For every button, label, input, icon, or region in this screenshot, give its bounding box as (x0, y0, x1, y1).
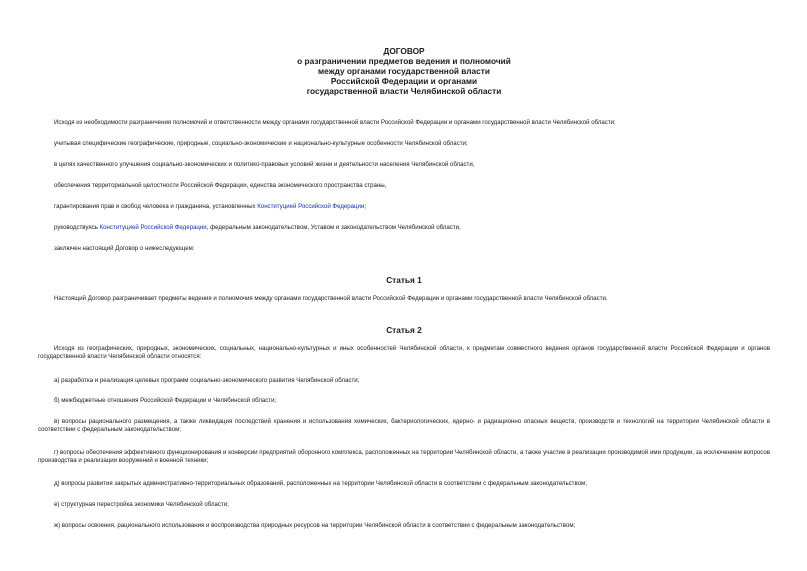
article-2-item-d: д) вопросы развития закрытых административно-территориальных образований, расположенных на территории Челябинской области в соответствии с федеральным законодательством; (54, 480, 587, 487)
preamble-paragraph-5 (38, 203, 770, 211)
constitution-link[interactable]: Конституцией Российской Федерации (257, 203, 365, 210)
article-2-item-a: а) разработка и реализация целевых программ социально-экономического развития Челябинской области; (54, 377, 360, 384)
title-line-3: между органами государственной власти (318, 66, 490, 76)
preamble-paragraph-4: обеспечения территориальной целостности Российской Федерации, единства экономического пространства страны, (54, 182, 387, 189)
article-2-item-g: г) вопросы обеспечения эффективного функционирования и конверсии предприятий оборонного комплекса, расположенных на территории Челябинской области, а также участие в реализации производимой ими продукции, за исключением вопросов производства и реализации вооружений и военной техники; (38, 449, 770, 465)
article-2-item-e: е) структурная перестройка экономики Челябинской области; (54, 501, 229, 508)
preamble-paragraph-7: заключен настоящий Договор о нижеследующем: (54, 245, 195, 252)
article-1-heading: Статья 1 (386, 275, 422, 285)
preamble-paragraph-6 (38, 224, 770, 232)
constitution-link-2[interactable]: Конституцией Российской Федерации (99, 224, 207, 231)
preamble-paragraph-5-text: гарантирования прав и свобод человека и гражданина, установленных (54, 203, 258, 210)
title-line-1: ДОГОВОР (383, 46, 425, 56)
article-2-intro: Исходя из географических, природных, экономических, социальных, национально-культурных и иных особенностей Челябинской области, к предметам совместного ведения органов государственной власти Российской Федерации и органов государственной власти Челябинской области относятся: (38, 345, 770, 361)
preamble-paragraph-2: учитывая специфические географические, природные, социально-экономические и национально-культурные особенности Челябинской области; (54, 140, 468, 147)
preamble-paragraph-3: в целях качественного улучшения социально-экономических и политико-правовых условий жизни и деятельности населения Челябинской области, (54, 161, 475, 168)
title-line-4: Российской Федерации и органами (330, 76, 478, 86)
article-2-heading: Статья 2 (386, 325, 422, 335)
title-line-2: о разграничении предметов ведения и полномочий (297, 56, 511, 66)
preamble-paragraph-1: Исходя из необходимости разграничения полномочий и ответственности между органами государственной власти Российской Федерации и органами государственной власти Челябинской области; (54, 119, 616, 126)
article-2-item-v: в) вопросы рационального размещения, а также ликвидация последствий хранения и использования химических, бактериологических, ядерно- и радиационно опасных веществ, производств и технологий на территории Челябинской области в соответствии с федеральным законодательством; (38, 418, 770, 434)
title-line-5: государственной власти Челябинской области (306, 86, 502, 96)
article-2-item-zh: ж) вопросы освоения, рационального использования и воспроизводства природных ресурсов на территории Челябинской области в соответствии с федеральным законодательством; (54, 522, 576, 529)
preamble-paragraph-5-end: ; (364, 203, 367, 210)
preamble-paragraph-6-end: , федеральным законодательством, Уставом и законодательством Челябинской области, (206, 224, 461, 231)
article-1-text: Настоящий Договор разграничивает предметы ведения и полномочия между органами государственной власти Российской Федерации и органами государственной власти Челябинской области. (54, 295, 608, 302)
document-title (38, 46, 770, 96)
article-2-item-b: б) межбюджетные отношения Российской Федерации и Челябинской области; (54, 397, 277, 404)
preamble-paragraph-6-text: руководствуясь (54, 224, 100, 231)
